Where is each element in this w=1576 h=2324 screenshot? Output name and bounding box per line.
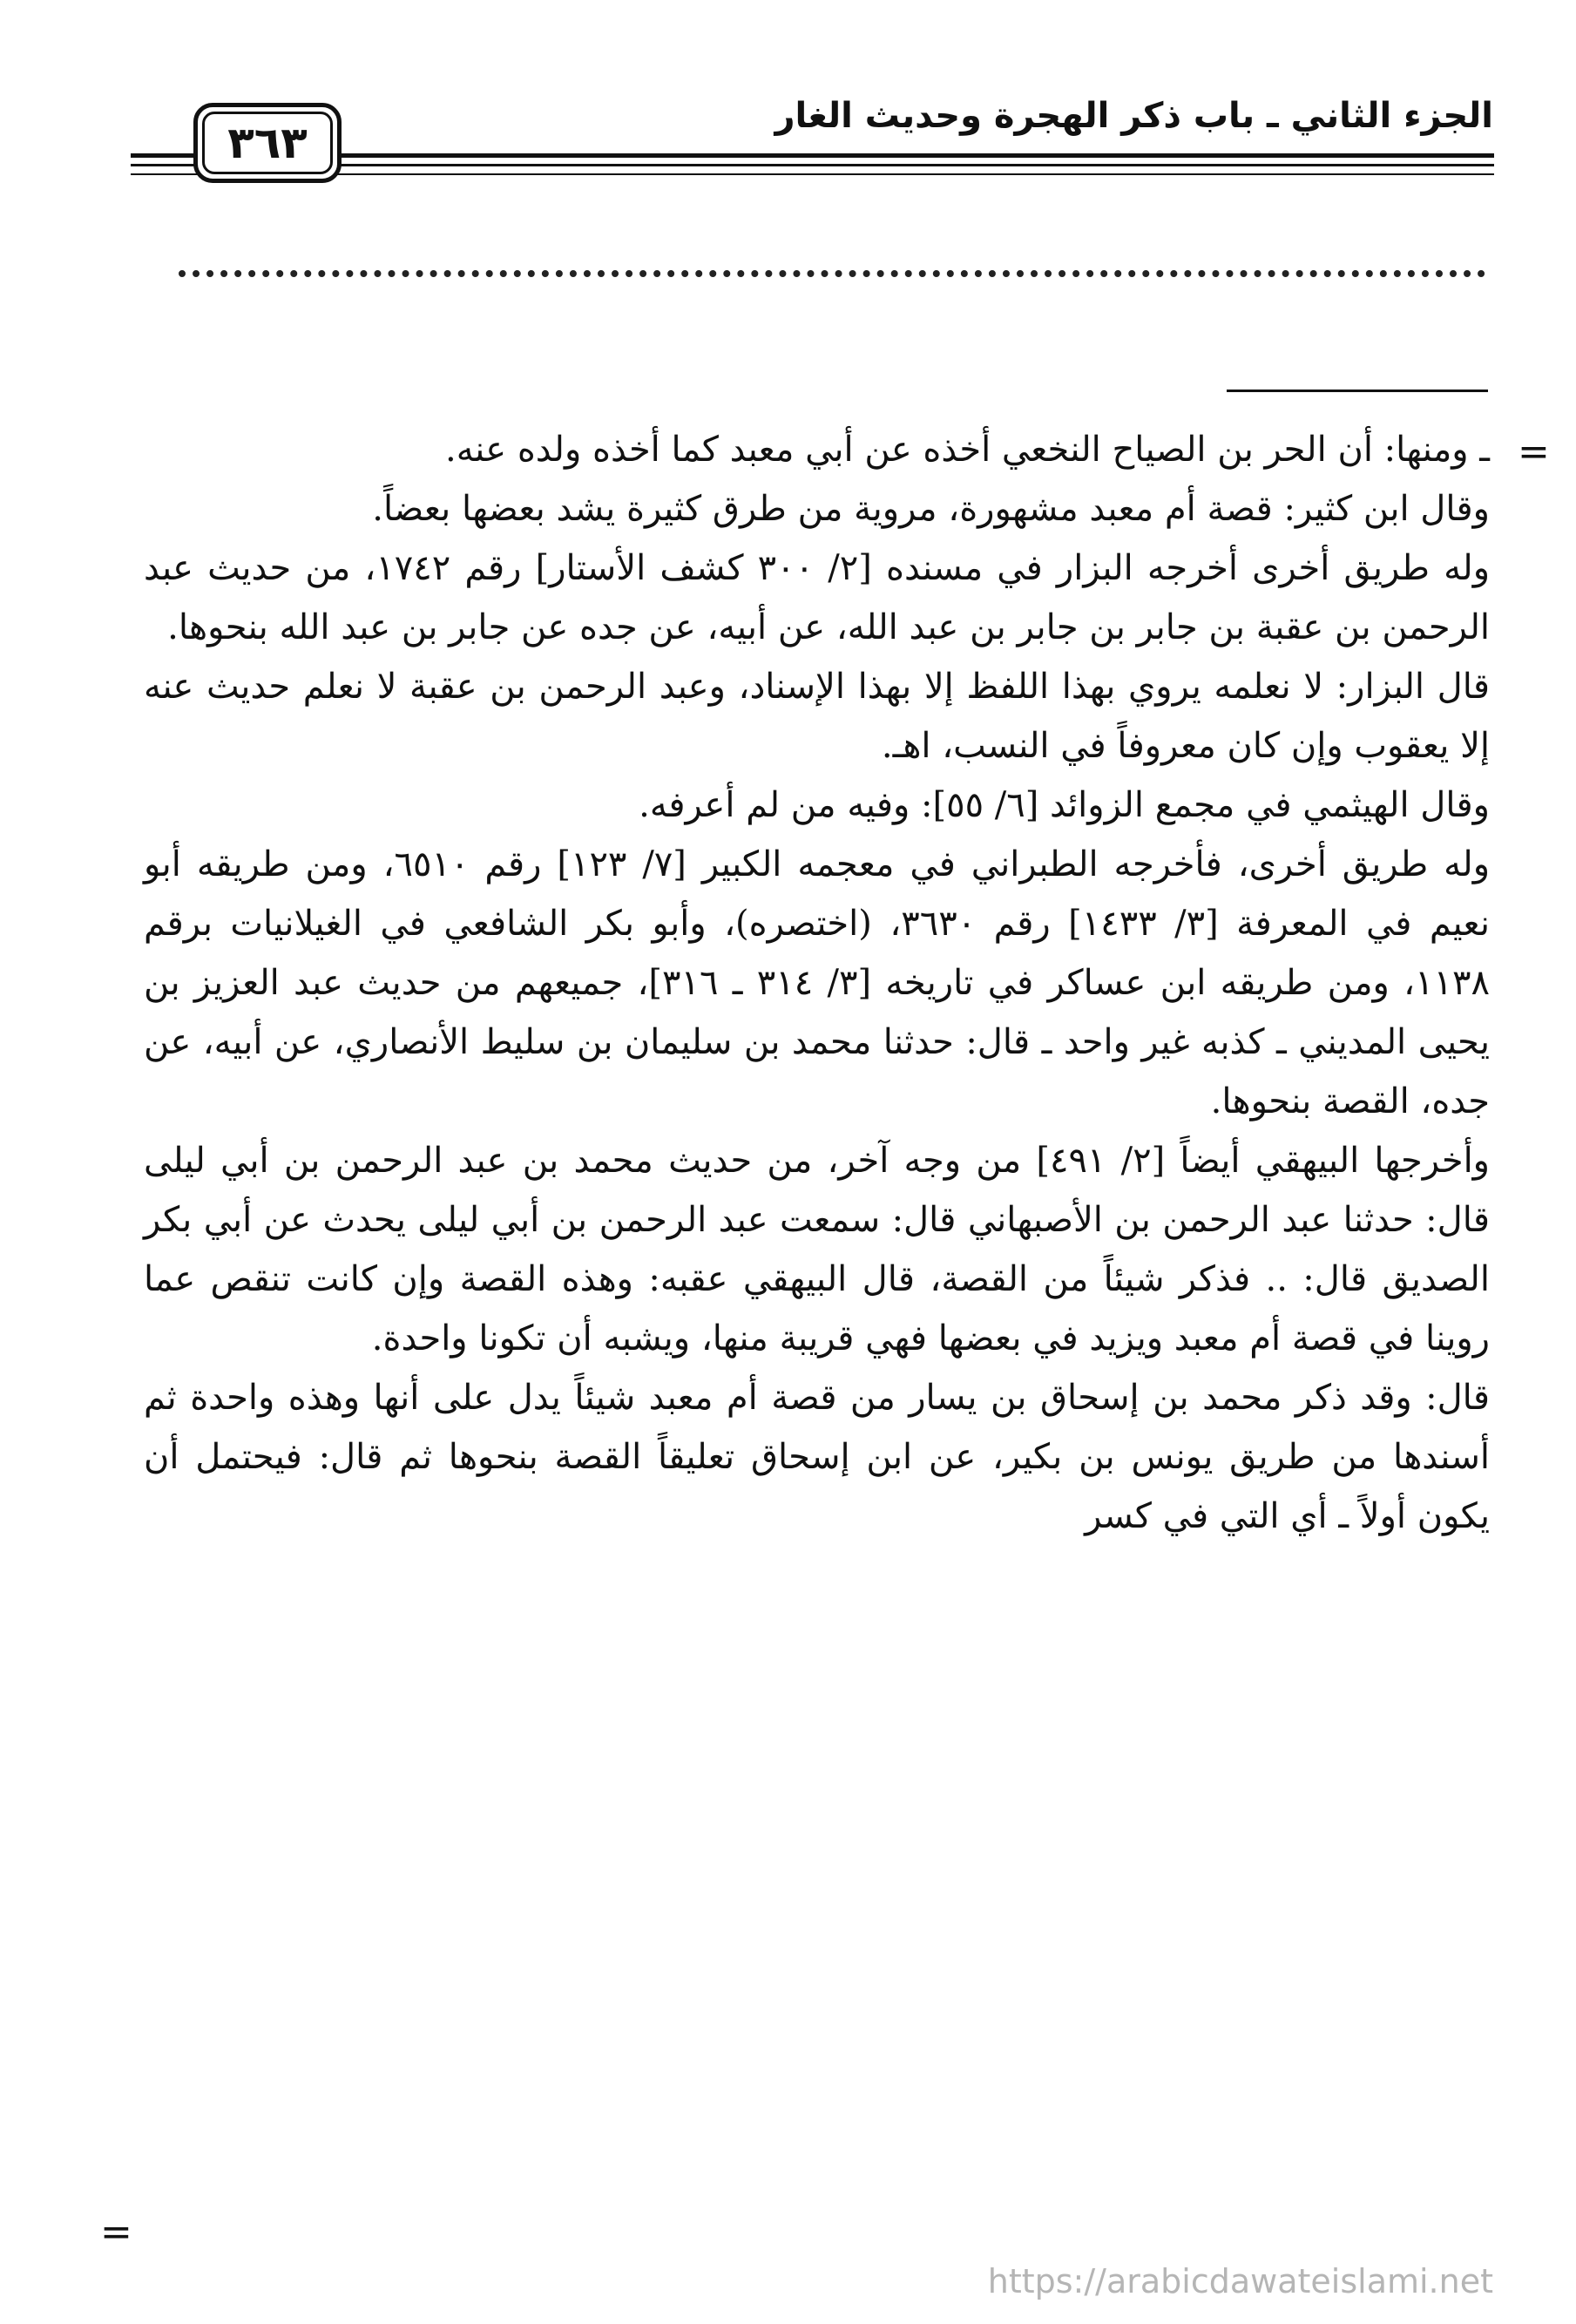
watermark-url: https://arabicdawateislami.net: [987, 2262, 1493, 2300]
footnote-paragraph: ـ ومنها: أن الحر بن الصياح النخعي أخذه عن أبي معبد كما أخذه ولده عنه.: [445, 430, 1490, 470]
footnote-paragraph: وله طريق أخرى أخرجه البزار في مسنده [٢/ ٣٠٠ كشف الأستار] رقم ١٧٤٢، من حديث عبد الرحمن بن عقبة بن جابر بن جابر بن عبد الله، عن أبيه، عن جده عن جابر بن عبد الله بنحوها.: [144, 548, 1491, 647]
running-header-title: الجزء الثاني ـ باب ذكر الهجرة وحديث الغار: [774, 96, 1493, 136]
footnote-rule: [1227, 390, 1488, 392]
page-number-frame: [193, 103, 342, 183]
dotted-separator: [179, 270, 1485, 277]
footnote-paragraph: وقال الهيثمي في مجمع الزوائد [٦/ ٥٥]: وفيه من لم أعرفه.: [639, 785, 1490, 825]
footnote-paragraph: وله طريق أخرى، فأخرجه الطبراني في معجمه الكبير [٧/ ١٢٣] رقم ٦٥١٠، ومن طريقه أبو نعيم في المعرفة [٣/ ١٤٣٣] رقم ٣٦٣٠، (اختصره)، وأبو بكر الشافعي في الغيلانيات برقم ١١٣٨، ومن طريقه ابن عساكر في تاريخه [٣/ ٣١٤ ـ ٣١٦]، جميعهم من حديث عبد العزيز بن يحيى المديني ـ كذبه غير واحد ـ قال: حدثنا محمد بن سليمان بن سليط الأنصاري، عن أبيه، عن جده، القصة بنحوها.: [144, 844, 1491, 1121]
footnote-paragraph: قال البزار: لا نعلمه يروي بهذا اللفظ إلا بهذا الإسناد، وعبد الرحمن بن عقبة لا نعلم حديث عنه إلا يعقوب وإن كان معروفاً في النسب، اهـ.: [144, 667, 1490, 766]
page-number: ٣٦٣: [202, 112, 333, 174]
continuation-mark-bottom: =: [100, 2210, 132, 2254]
footnote-text: [144, 420, 1490, 1546]
continuation-mark-top: =: [1518, 430, 1550, 474]
footnote-paragraph: وأخرجها البيهقي أيضاً [٢/ ٤٩١] من وجه آخر، من حديث محمد بن عبد الرحمن بن أبي ليلى قال: حدثنا عبد الرحمن بن الأصبهاني قال: سمعت عبد الرحمن بن أبي ليلى يحدث عن أبي بكر الصديق قال: .. فذكر شيئاً من القصة، قال البيهقي عقبه: وهذه القصة وإن كانت تنقص عما روينا في قصة أم معبد ويزيد في بعضها فهي قريبة منها، ويشبه أن تكونا واحدة.: [144, 1141, 1490, 1358]
footnote-paragraph: قال: وقد ذكر محمد بن إسحاق بن يسار من قصة أم معبد شيئاً يدل على أنها وهذه واحدة ثم أسندها من طريق يونس بن بكير، عن ابن إسحاق تعليقاً القصة بنحوها ثم قال: فيحتمل أن يكون أولاً ـ أي التي في كسر: [144, 1378, 1490, 1536]
footnote-paragraph: وقال ابن كثير: قصة أم معبد مشهورة، مروية من طرق كثيرة يشد بعضها بعضاً.: [372, 489, 1490, 529]
